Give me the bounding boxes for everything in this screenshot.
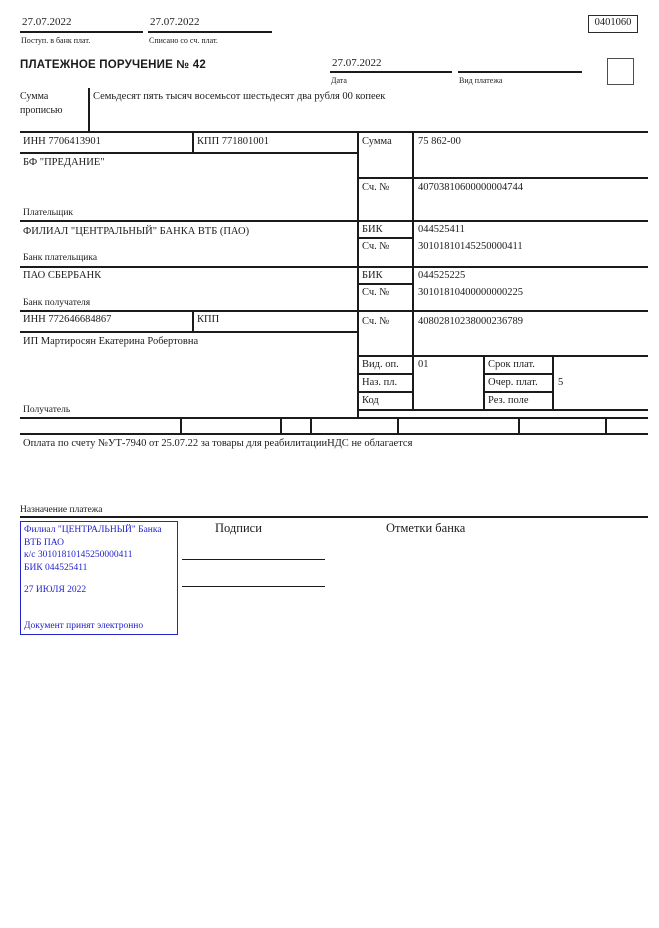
divider-line xyxy=(20,266,648,268)
stamp-note-line: Документ принят электронно xyxy=(24,620,144,631)
divider-line xyxy=(357,355,648,357)
payer-role-label: Плательщик xyxy=(23,208,74,218)
divider-line xyxy=(518,417,520,433)
divider-line xyxy=(310,417,312,433)
divider-line xyxy=(192,131,194,152)
debited-date-value: 27.07.2022 xyxy=(150,16,200,28)
divider-line xyxy=(20,516,648,518)
bank-stamp-box xyxy=(20,521,178,635)
purpose-label: Назначение платежа xyxy=(20,505,103,515)
stamp-date-line: 27 ИЮЛЯ 2022 xyxy=(24,585,87,595)
payer-kpp: КПП 771801001 xyxy=(197,136,270,147)
payee-bank-bik-label: БИК xyxy=(362,270,383,281)
form-code-box xyxy=(588,15,638,33)
payee-inn: ИНН 772646684867 xyxy=(23,314,112,325)
signatures-heading: Подписи xyxy=(215,521,262,535)
purpose-text: Оплата по счету №УТ-7940 от 25.07.22 за товары для реабилитацииНДС не облагается xyxy=(23,438,413,449)
payment-purpose-code-label: Наз. пл. xyxy=(362,377,398,388)
payee-role-label: Получатель xyxy=(23,405,71,415)
amount-in-words-value: Семьдесят пять тысяч восемьсот шестьдесят два рубля 00 копеек xyxy=(93,91,386,102)
date-field-value: 27.07.2022 xyxy=(332,57,382,69)
payer-name: БФ "ПРЕДАНИЕ" xyxy=(23,157,105,168)
payee-name: ИП Мартиросян Екатерина Робертовна xyxy=(23,336,199,347)
op-type-value: 01 xyxy=(418,359,429,370)
stamp-bank-line1: Филиал "ЦЕНТРАЛЬНЫЙ" Банка xyxy=(24,525,162,535)
divider-line xyxy=(397,417,399,433)
payer-inn: ИНН 7706413901 xyxy=(23,136,101,147)
payer-bank-role-label: Банк плательщика xyxy=(23,253,98,263)
stamp-bank-line2: ВТБ ПАО xyxy=(24,537,64,548)
divider-line xyxy=(20,310,648,312)
payer-account-value: 40703810600000004744 xyxy=(418,182,523,193)
payer-bank-bik-label: БИК xyxy=(362,224,383,235)
payee-bank-bik-value: 044525225 xyxy=(418,270,466,281)
divider-line xyxy=(357,177,648,179)
divider-line xyxy=(605,417,607,433)
payment-type-checkbox xyxy=(607,58,634,85)
payer-bank-bik-value: 044525411 xyxy=(418,224,465,235)
priority-label: Очер. плат. xyxy=(488,377,538,388)
signature-line-2 xyxy=(182,586,325,587)
payee-bank-name: ПАО СБЕРБАНК xyxy=(23,270,102,281)
divider-line xyxy=(357,391,412,393)
divider-line xyxy=(357,131,359,417)
divider-line xyxy=(192,310,194,331)
divider-line xyxy=(483,391,552,393)
due-date-label: Срок плат. xyxy=(488,359,535,370)
divider-line xyxy=(483,355,485,409)
reserve-field-label: Рез. поле xyxy=(488,395,529,406)
received-date-value: 27.07.2022 xyxy=(22,16,72,28)
divider-line xyxy=(357,409,648,411)
sum-label: Сумма xyxy=(362,136,392,147)
form-code: 0401060 xyxy=(594,17,632,28)
bank-marks-heading: Отметки банка xyxy=(386,521,466,535)
divider-line xyxy=(357,283,412,285)
payer-bank-corr-label: Сч. № xyxy=(362,241,390,252)
payment-type-underline xyxy=(458,71,582,73)
payee-account-label: Сч. № xyxy=(362,316,390,327)
payer-account-label: Сч. № xyxy=(362,182,390,193)
debited-date-underline xyxy=(148,31,272,33)
priority-value: 5 xyxy=(558,377,564,388)
payer-bank-corr-value: 30101810145250000411 xyxy=(418,241,523,252)
document-title: ПЛАТЕЖНОЕ ПОРУЧЕНИЕ № 42 xyxy=(20,59,206,71)
payee-account-value: 40802810238000236789 xyxy=(418,316,523,327)
divider-line xyxy=(20,417,648,419)
amount-in-words-label: Сумма прописью xyxy=(20,91,63,116)
received-date-label: Поступ. в банк плат. xyxy=(21,36,91,45)
sum-value: 75 862-00 xyxy=(418,136,461,147)
divider-line xyxy=(357,237,412,239)
stamp-bik-line: БИК 044525411 xyxy=(24,562,88,573)
payment-type-label: Вид платежа xyxy=(459,76,503,85)
divider-line xyxy=(20,220,648,222)
divider-line xyxy=(552,355,554,409)
payer-bank-name: ФИЛИАЛ "ЦЕНТРАЛЬНЫЙ" БАНКА ВТБ (ПАО) xyxy=(23,226,250,237)
payee-kpp-label: КПП xyxy=(197,314,220,325)
divider-line xyxy=(357,373,412,375)
signature-line-1 xyxy=(182,559,325,560)
divider-line xyxy=(180,417,182,433)
code-label: Код xyxy=(362,395,379,406)
stamp-corr-line: к/с 30101810145250000411 xyxy=(24,550,133,560)
payee-bank-corr-label: Сч. № xyxy=(362,287,390,298)
payee-bank-role-label: Банк получателя xyxy=(23,298,91,308)
debited-date-label: Списано со сч. плат. xyxy=(149,36,218,45)
received-date-underline xyxy=(20,31,143,33)
date-field-underline xyxy=(330,71,452,73)
divider-line xyxy=(20,152,357,154)
divider-line xyxy=(280,417,282,433)
date-field-label: Дата xyxy=(331,76,347,85)
op-type-label: Вид. оп. xyxy=(362,359,399,370)
divider-line xyxy=(20,331,357,333)
divider-line xyxy=(20,433,648,435)
payee-bank-corr-value: 30101810400000000225 xyxy=(418,287,523,298)
table-top-line xyxy=(20,131,648,133)
divider-line xyxy=(88,88,90,131)
divider-line xyxy=(483,373,552,375)
divider-line xyxy=(412,131,414,409)
